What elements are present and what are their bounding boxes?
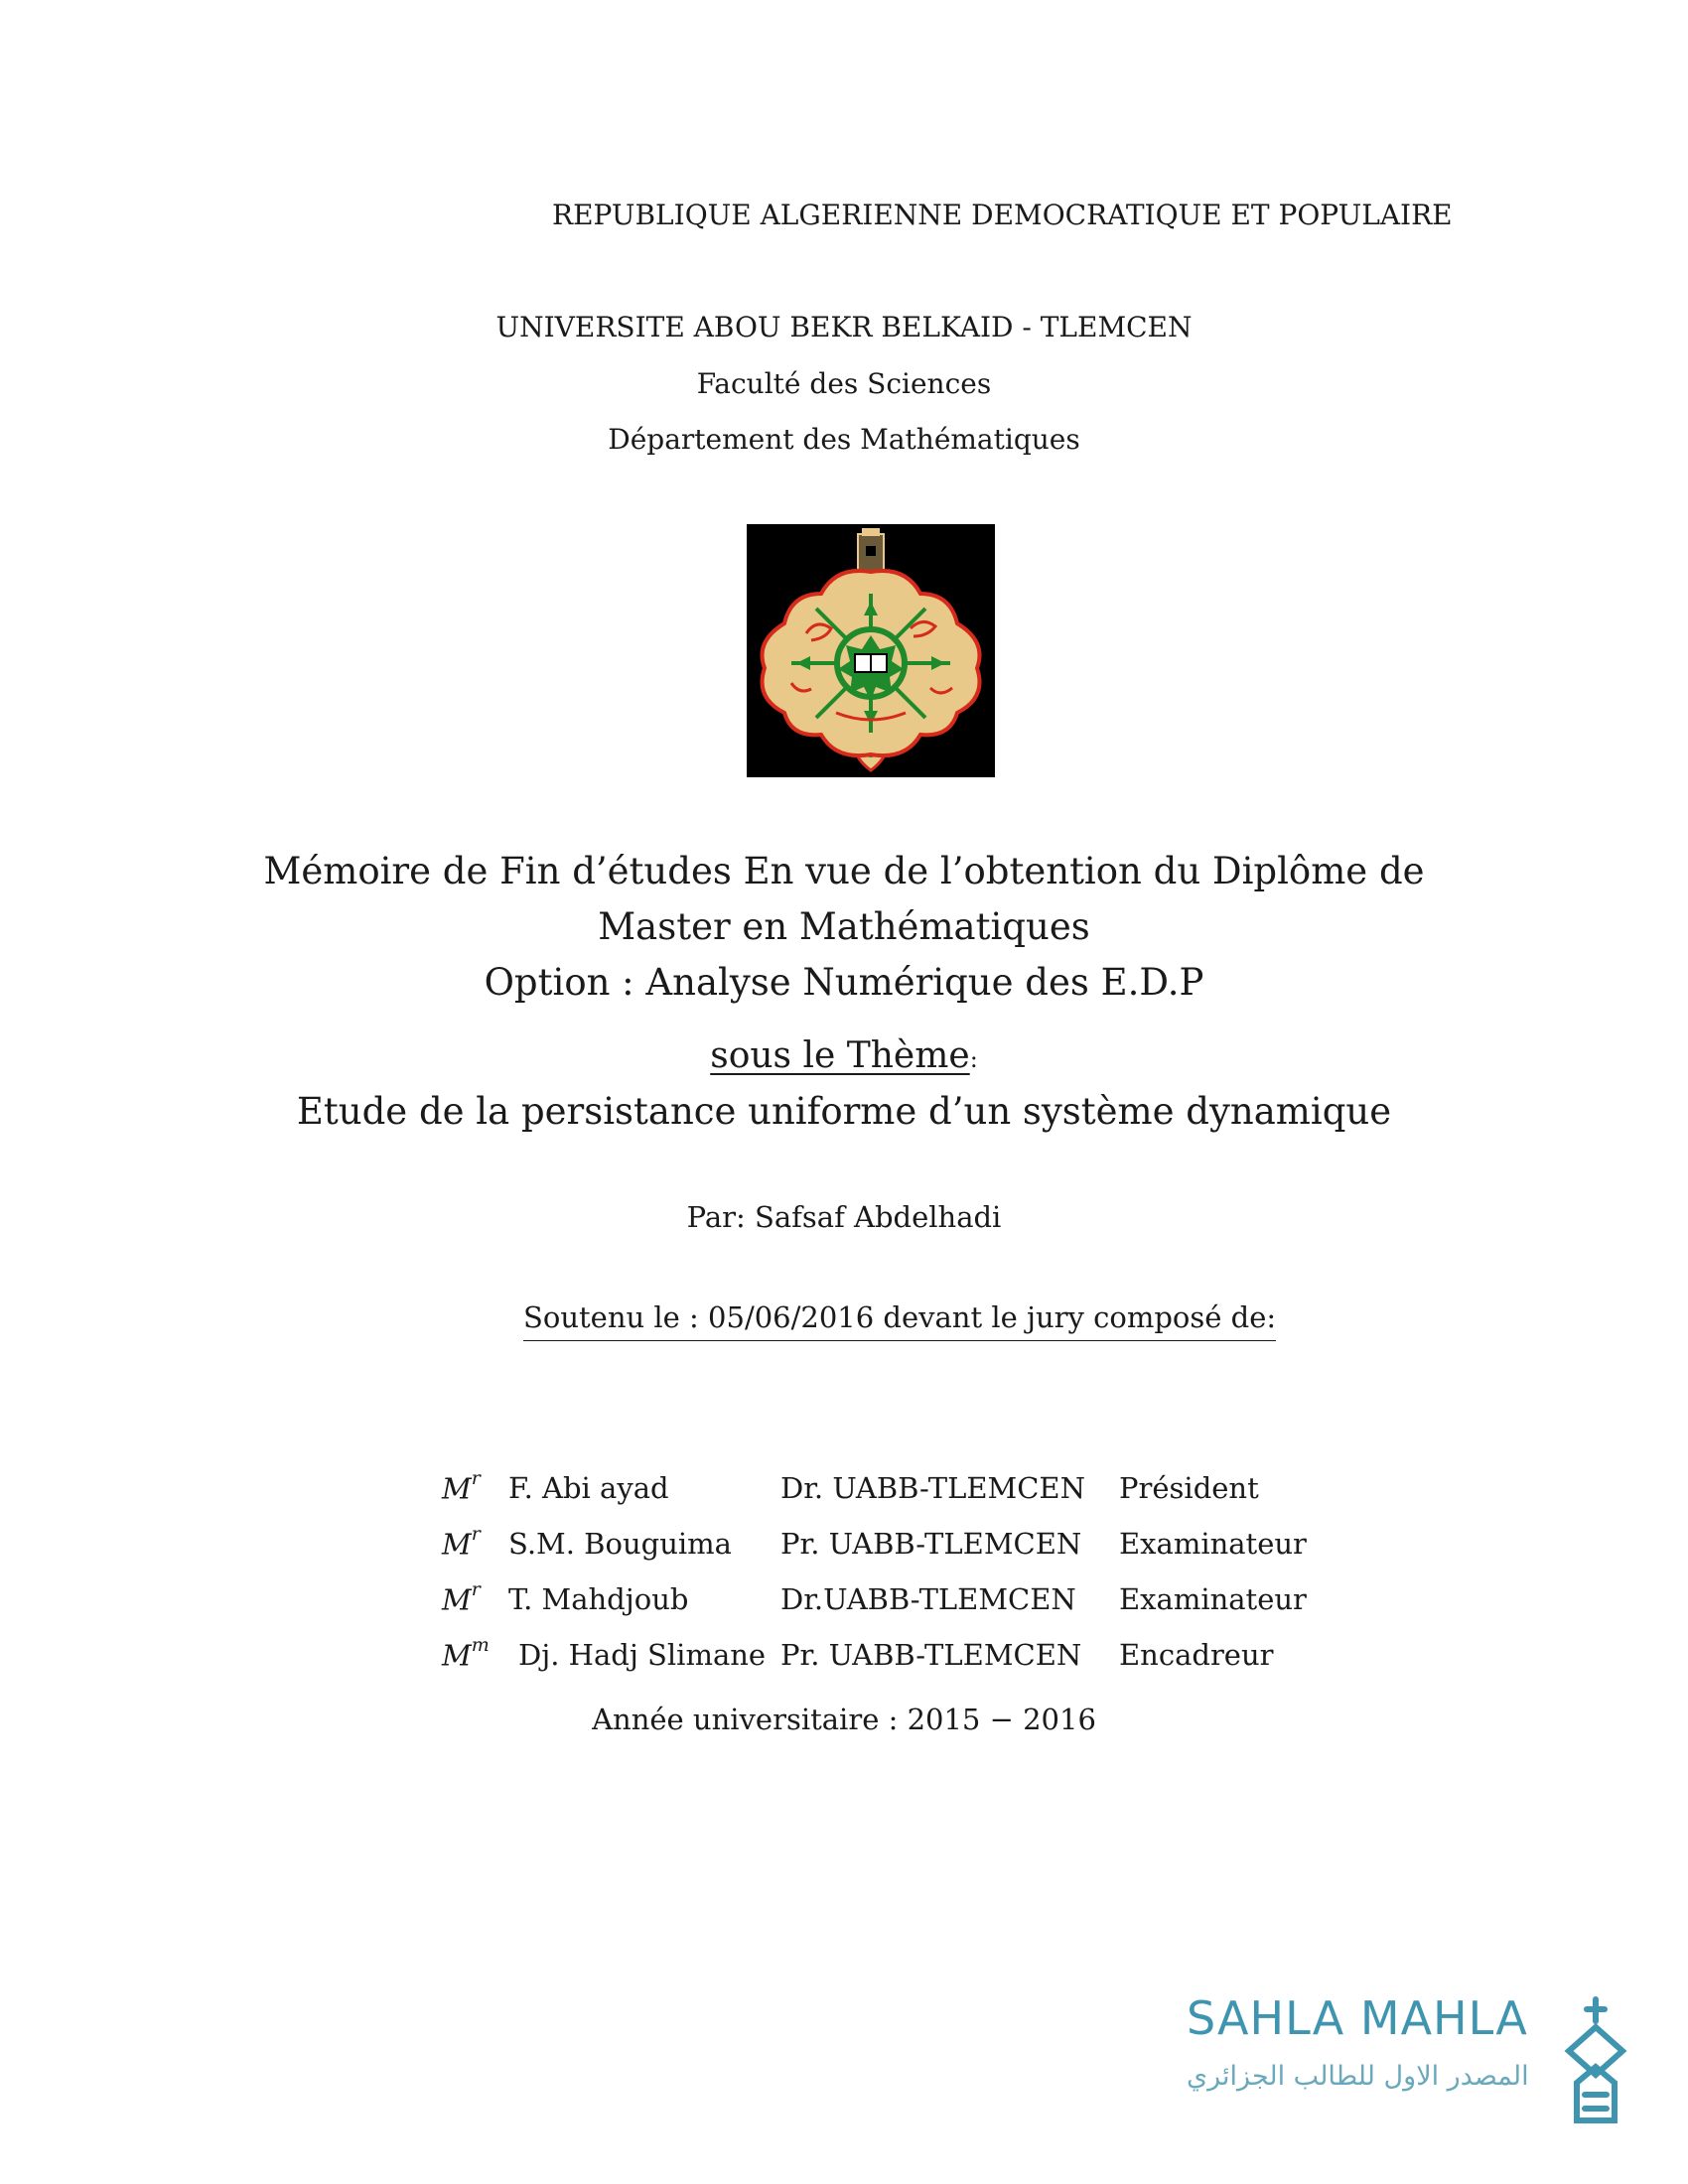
theme-label (0, 1035, 1688, 1076)
jury-title: $M^m$ (442, 1634, 490, 1673)
jury-grade: Pr. UABB-TLEMCEN (780, 1638, 1082, 1672)
jury-name: S.M. Bouguima (508, 1527, 732, 1561)
memoire-line-2: Master en Mathématiques (598, 905, 1090, 948)
jury-title: $M^r$ (442, 1467, 481, 1506)
jury-role: Président (1119, 1471, 1259, 1505)
jury-grade: Pr. UABB-TLEMCEN (780, 1527, 1082, 1561)
faculty-name: Faculté des Sciences (696, 367, 992, 400)
jury-title: $M^r$ (442, 1523, 481, 1562)
jury-title: $M^r$ (442, 1578, 481, 1617)
theme-label-colon: : (969, 1045, 978, 1073)
defense-line: Soutenu le : 05/06/2016 devant le jury composé de: (523, 1300, 1276, 1341)
republic-heading: REPUBLIQUE ALGERIENNE DEMOCRATIQUE ET POPULAIRE (552, 199, 1453, 231)
jury-name: Dj. Hadj Slimane (518, 1638, 767, 1672)
jury-grade: Dr.UABB-TLEMCEN (780, 1582, 1076, 1616)
jury-row (0, 1634, 1688, 1682)
watermark-brand: SAHLA MAHLA (1187, 1991, 1528, 2045)
sahla-mahla-watermark (1187, 1991, 1633, 2140)
jury-role: Encadreur (1119, 1638, 1274, 1672)
jury-name: F. Abi ayad (508, 1471, 669, 1505)
university-name: UNIVERSITE ABOU BEKR BELKAID - TLEMCEN (495, 311, 1193, 343)
jury-role: Examinateur (1119, 1527, 1307, 1561)
department-name: Département des Mathématiques (608, 423, 1080, 456)
jury-role: Examinateur (1119, 1582, 1307, 1616)
memoire-line-1: Mémoire de Fin d’études En vue de l’obtention du Diplôme de (263, 850, 1425, 892)
jury-row (0, 1523, 1688, 1570)
author-line: Par: Safsaf Abdelhadi (686, 1200, 1002, 1234)
theme-label-text: sous le Thème (710, 1035, 970, 1076)
theme-title: Etude de la persistance uniforme d’un système dynamique (296, 1090, 1392, 1133)
university-emblem-icon (747, 524, 995, 777)
option-line: Option : Analyse Numérique des E.D.P (484, 961, 1204, 1004)
jury-row (0, 1467, 1688, 1515)
watermark-tagline: المصدر الاول للطالب الجزائري (1187, 2061, 1529, 2092)
academic-year: Année universitaire : 2015 − 2016 (592, 1703, 1096, 1736)
jury-grade: Dr. UABB-TLEMCEN (780, 1471, 1085, 1505)
jury-row (0, 1578, 1688, 1626)
sahla-mahla-logo-icon (1559, 1991, 1633, 2140)
jury-name: T. Mahdjoub (508, 1582, 689, 1616)
